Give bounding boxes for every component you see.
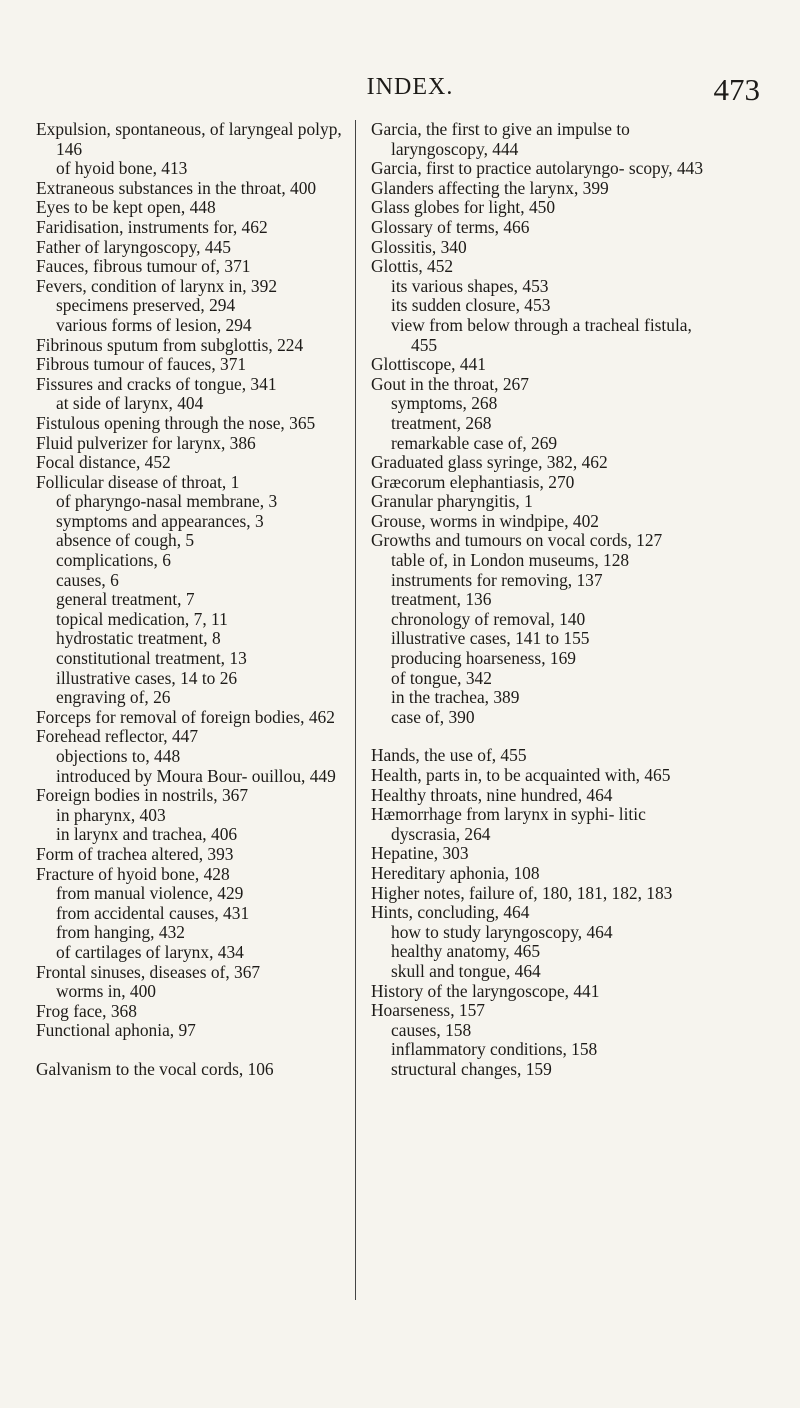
index-entry: skull and tongue, 464 (391, 960, 541, 981)
index-entry: Glass globes for light, 450 (371, 197, 556, 218)
index-entry: of pharyngo-nasal membrane, 3 (56, 491, 278, 512)
index-column-left (36, 120, 354, 1080)
index-entry: Græcorum elephantiasis, 270 (371, 471, 575, 492)
index-entry: hydrostatic treatment, 8 (56, 628, 221, 649)
index-entry: Glottis, 452 (371, 256, 454, 277)
index-entry: complications, 6 (56, 550, 171, 571)
index-entry: general treatment, 7 (56, 589, 195, 610)
index-entry: its various shapes, 453 (391, 275, 549, 296)
index-entry: Fevers, condition of larynx in, 392 (36, 275, 278, 296)
index-entry: Glossitis, 340 (371, 236, 467, 257)
index-entry: Fistulous opening through the nose, 365 (36, 412, 316, 433)
index-entry: of hyoid bone, 413 (56, 158, 188, 179)
index-entry: in pharynx, 403 (56, 804, 166, 825)
index-entry: Focal distance, 452 (36, 452, 171, 473)
index-entry: Healthy throats, nine hundred, 464 (371, 784, 613, 805)
index-entry: Hæmorrhage from larynx in syphi- litic dyscrasia, 264 (371, 804, 646, 844)
index-entry: case of, 390 (391, 706, 475, 727)
column-divider (355, 120, 356, 1300)
index-entry: illustrative cases, 141 to 155 (391, 628, 590, 649)
index-entry: Fluid pulverizer for larynx, 386 (36, 432, 256, 453)
index-entry: topical medication, 7, 11 (56, 608, 228, 629)
index-entry: of tongue, 342 (391, 667, 492, 688)
index-entry: Fauces, fibrous tumour of, 371 (36, 256, 251, 277)
index-entry: view from below through a tracheal fistula, 455 (391, 314, 692, 355)
index-entry: constitutional treatment, 13 (56, 648, 247, 669)
index-entry: healthy anatomy, 465 (391, 941, 541, 962)
index-entry: Extraneous substances in the throat, 400 (36, 177, 317, 198)
index-entry: History of the laryngoscope, 441 (371, 980, 600, 1001)
index-entry: from accidental causes, 431 (56, 902, 250, 923)
index-entry: Hereditary aphonia, 108 (371, 862, 540, 883)
index-entry: Glossary of terms, 466 (371, 216, 530, 237)
index-entry: Form of trachea altered, 393 (36, 843, 234, 864)
index-entry: Frontal sinuses, diseases of, 367 (36, 961, 261, 982)
index-entry: at side of larynx, 404 (56, 393, 204, 414)
index-entry: inflammatory conditions, 158 (391, 1039, 598, 1060)
index-entry: Expulsion, spontaneous, of laryngeal polyp, 146 (36, 119, 342, 159)
index-entry: Hoarseness, 157 (371, 1000, 485, 1021)
index-entry: causes, 6 (56, 569, 119, 590)
index-entry: treatment, 136 (391, 589, 492, 610)
index-entry: in larynx and trachea, 406 (56, 824, 238, 845)
index-entry: its sudden closure, 453 (391, 295, 551, 316)
index-entry: symptoms and appearances, 3 (56, 510, 264, 531)
index-entry: Father of laryngoscopy, 445 (36, 236, 231, 257)
index-entry: from hanging, 432 (56, 922, 185, 943)
index-entry: worms in, 400 (56, 981, 156, 1002)
index-entry: symptoms, 268 (391, 393, 498, 414)
index-entry: engraving of, 26 (56, 687, 171, 708)
index-entry: various forms of lesion, 294 (56, 314, 252, 335)
index-entry: Faridisation, instruments for, 462 (36, 216, 268, 237)
index-entry: Higher notes, failure of, 180, 181, 182, 183 (371, 882, 673, 903)
index-entry: specimens preserved, 294 (56, 295, 236, 316)
page-number: 473 (713, 72, 760, 107)
index-entry: Hepatine, 303 (371, 843, 469, 864)
index-entry: Forceps for removal of foreign bodies, 462 (36, 706, 335, 727)
page-title: INDEX. (366, 74, 454, 100)
index-entry: Follicular disease of throat, 1 (36, 471, 240, 492)
index-entry: Grouse, worms in windpipe, 402 (371, 510, 599, 531)
index-entry: Health, parts in, to be acquainted with, 465 (371, 765, 671, 785)
index-entry: Granular pharyngitis, 1 (371, 491, 533, 512)
index-entry: Fissures and cracks of tongue, 341 (36, 373, 277, 394)
index-entry: Hands, the use of, 455 (371, 745, 527, 766)
index-entry: Growths and tumours on vocal cords, 127 (371, 530, 663, 551)
index-entry: Fracture of hyoid bone, 428 (36, 863, 230, 884)
index-entry: introduced by Moura Bour- ouillou, 449 (56, 765, 336, 786)
index-entry: Garcia, the first to give an impulse to laryngoscopy, 444 (371, 119, 630, 159)
index-entry: treatment, 268 (391, 412, 492, 433)
index-entry: Glottiscope, 441 (371, 354, 486, 375)
index-entry: Glanders affecting the larynx, 399 (371, 177, 609, 198)
index-entry: absence of cough, 5 (56, 530, 195, 551)
index-column-right (371, 120, 713, 1080)
index-entry: producing hoarseness, 169 (391, 648, 576, 669)
index-entry: Forehead reflector, 447 (36, 726, 199, 747)
index-entry: objections to, 448 (56, 746, 181, 766)
index-entry: Graduated glass syringe, 382, 462 (371, 452, 608, 473)
page-header (60, 72, 760, 112)
index-entry: Galvanism to the vocal cords, 106 (36, 1058, 274, 1079)
index-entry: in the trachea, 389 (391, 687, 520, 708)
index-entry: Fibrous tumour of fauces, 371 (36, 354, 247, 375)
index-entry: Functional aphonia, 97 (36, 1020, 196, 1041)
index-entry: chronology of removal, 140 (391, 608, 586, 629)
index-entry: causes, 158 (391, 1019, 472, 1040)
index-entry: Fibrinous sputum from subglottis, 224 (36, 334, 304, 355)
index-entry: Eyes to be kept open, 448 (36, 197, 216, 218)
index-entry: of cartilages of larynx, 434 (56, 941, 244, 962)
index-entry: remarkable case of, 269 (391, 432, 558, 453)
index-entry: how to study laryngoscopy, 464 (391, 921, 613, 942)
index-entry: Hints, concluding, 464 (371, 902, 530, 923)
index-entry: table of, in London museums, 128 (391, 550, 630, 571)
index-entry: instruments for removing, 137 (391, 569, 603, 590)
index-entry: Gout in the throat, 267 (371, 373, 529, 394)
index-entry: Frog face, 368 (36, 1000, 137, 1021)
index-entry: Foreign bodies in nostrils, 367 (36, 785, 249, 806)
index-entry: illustrative cases, 14 to 26 (56, 667, 238, 688)
index-entry: Garcia, first to practice autolaryngo- scopy, 443 (371, 158, 704, 179)
index-entry: from manual violence, 429 (56, 883, 244, 904)
index-entry: structural changes, 159 (391, 1058, 552, 1079)
